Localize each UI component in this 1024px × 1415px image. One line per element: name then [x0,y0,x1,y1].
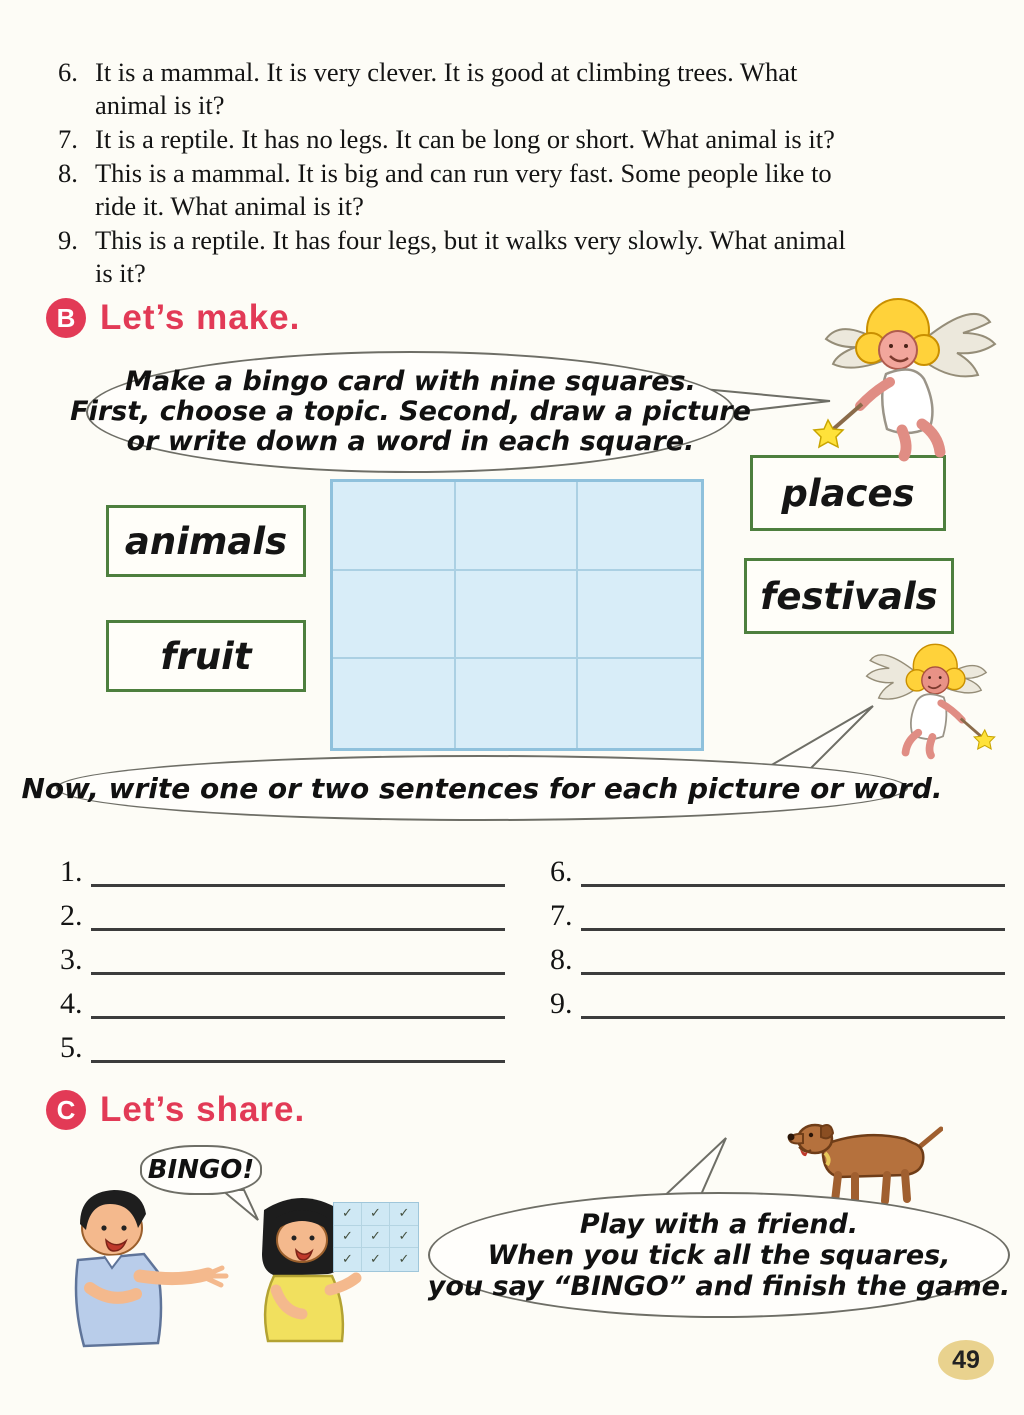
question-text: This is a reptile. It has four legs, but it walks very slowly. What animal [95,225,846,255]
check-mark-icon: ✓ [334,1226,362,1249]
answer-blank-line[interactable] [581,982,1006,1019]
answer-column-right [550,843,1005,1019]
answer-blank-line[interactable] [581,850,1006,887]
section-b-header [46,298,300,338]
bubble-line: When you tick all the squares, [487,1239,951,1271]
answer-blank-line[interactable] [91,982,506,1019]
question-list [58,56,978,291]
section-b-badge: B [46,298,86,338]
answer-number: 7. [550,899,573,932]
topic-label: places [781,471,915,515]
question-6 [58,56,978,122]
bubble-line: or write down a word in each square. [126,426,695,457]
question-number: 8. [58,158,78,188]
bubble-line: Play with a friend. [579,1208,859,1240]
bubble-line: you say “BINGO” and finish the game. [427,1270,1011,1302]
answer-number: 3. [60,943,83,976]
answer-blank-line[interactable] [91,894,506,931]
question-number: 7. [58,124,78,154]
question-text: ride it. What animal is it? [95,191,364,221]
check-mark-icon: ✓ [362,1203,390,1226]
answer-row-1 [60,843,505,887]
section-c-header [46,1090,305,1130]
answer-number: 8. [550,943,573,976]
boy-character [38,1180,238,1350]
answer-number: 4. [60,987,83,1020]
instruction-bubble-make [70,351,751,473]
section-c-badge: C [46,1090,86,1130]
answer-row-6 [550,843,1005,887]
question-text: It is a reptile. It has no legs. It can be long or short. What animal is it? [95,124,835,154]
page-number-badge [938,1340,994,1380]
answer-blank-line[interactable] [581,894,1006,931]
answer-number: 9. [550,987,573,1020]
check-mark-icon: ✓ [362,1248,390,1271]
bingo-speech-bubble [140,1145,262,1195]
answer-row-5 [60,1019,505,1063]
question-text: is it? [95,258,146,288]
bingo-cell[interactable] [578,659,701,748]
answer-blank-line[interactable] [91,938,506,975]
topic-box-fruit[interactable] [106,620,306,692]
bingo-cell[interactable] [578,482,701,571]
answer-column-left [60,843,505,1063]
answer-number: 6. [550,855,573,888]
instruction-bubble-play [428,1192,1010,1318]
page-number: 49 [952,1345,980,1374]
answer-row-2 [60,887,505,931]
answer-number: 5. [60,1031,83,1064]
bingo-cell[interactable] [578,571,701,660]
topic-label: animals [124,519,288,563]
bingo-cell[interactable] [333,571,456,660]
question-text: animal is it? [95,90,225,120]
topic-box-festivals[interactable] [744,558,954,634]
check-mark-icon: ✓ [390,1226,418,1249]
ticked-bingo-card [333,1202,419,1272]
topic-box-animals[interactable] [106,505,306,577]
topic-label: festivals [760,574,938,618]
question-text: It is a mammal. It is very clever. It is good at climbing trees. What [95,57,798,87]
section-b-title: Let’s make. [100,298,301,337]
check-mark-icon: ✓ [334,1203,362,1226]
bingo-cell[interactable] [333,482,456,571]
bubble-line: Make a bingo card with nine squares. [125,366,696,397]
check-mark-icon: ✓ [334,1248,362,1271]
question-text: This is a mammal. It is big and can run very fast. Some people like to [95,158,832,188]
dog-icon [783,1103,943,1208]
check-mark-icon: ✓ [390,1203,418,1226]
bubble-line: Now, write one or two sentences for each picture or word. [21,771,943,805]
answer-number: 1. [60,855,83,888]
answer-row-3 [60,931,505,975]
answer-row-7 [550,887,1005,931]
question-7 [58,123,978,156]
check-mark-icon: ✓ [362,1226,390,1249]
answer-number: 2. [60,899,83,932]
topic-label: fruit [160,634,252,678]
answer-blank-line[interactable] [91,1026,506,1063]
check-mark-icon: ✓ [398,1252,410,1268]
answer-row-4 [60,975,505,1019]
question-number: 6. [58,57,78,87]
bingo-card-grid [330,479,704,751]
answer-blank-line[interactable] [581,938,1006,975]
question-number: 9. [58,225,78,255]
bingo-cell[interactable] [333,659,456,748]
answer-row-9 [550,975,1005,1019]
answer-row-8 [550,931,1005,975]
answer-blank-line[interactable] [91,850,506,887]
section-c-title: Let’s share. [100,1090,306,1129]
bingo-cell[interactable] [456,571,579,660]
instruction-bubble-write [21,755,943,821]
bubble-line: First, choose a topic. Second, draw a picture [70,396,751,427]
question-8 [58,157,978,223]
bubble-line: BINGO! [147,1155,255,1185]
bingo-cell[interactable] [456,659,579,748]
bingo-cell[interactable] [456,482,579,571]
question-9 [58,224,978,290]
